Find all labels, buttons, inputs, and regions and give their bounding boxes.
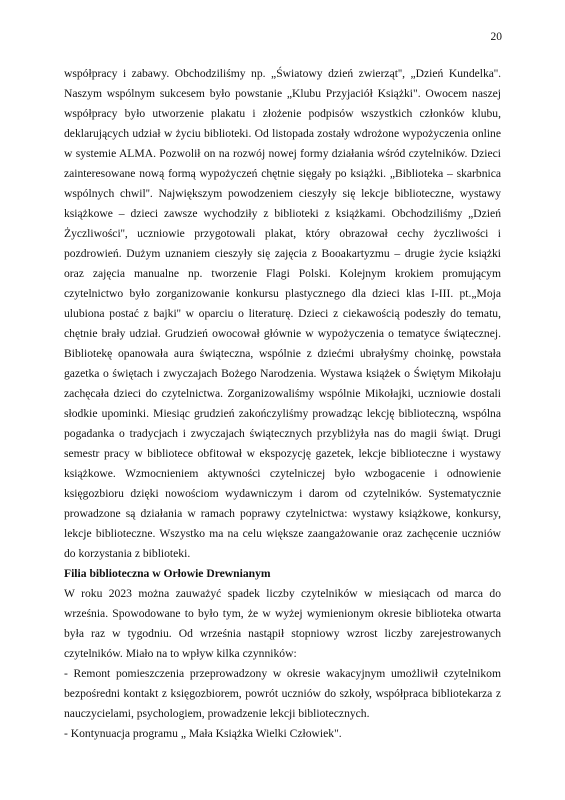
paragraph-1	[64, 64, 501, 564]
page-number: 20	[490, 31, 502, 43]
text-line: czytelników. Miało na to wpływ kilka czynników:	[64, 647, 297, 660]
text-line: prowadzone są działania w ramach poprawy czytelnictwa: wystawy książkowe, konkursy,	[64, 507, 501, 520]
text-line: księgozbioru dzięki nowościom wydawniczym i darom od czytelników. Systematycznie	[64, 487, 501, 500]
text-line: do korzystania z biblioteki.	[64, 547, 191, 560]
text-line: lekcje biblioteczne. Wszystko ma na celu większe zaangażowanie oraz zachęcenie uczniów	[64, 527, 501, 540]
list-item-continuation: nauczycielami, psychologiem, prowadzenie lekcji bibliotecznych.	[64, 707, 370, 720]
text-line: ulubiona postać z bajki'' w oparciu o literaturę. Dzieci z ciekawością podeszły do tematu,	[64, 307, 501, 320]
text-line: września. Spowodowane to było tym, że w wyżej wymienionym okresie biblioteka otwarta	[64, 607, 501, 620]
text-line: była raz w tygodniu. Od września nastąpił stopniowy wzrost liczby zarejestrowanych	[64, 627, 501, 640]
text-line: pozdrowień. Dużym uznaniem cieszyły się zajęcia z Booakartyzmu – drugie życie książki	[64, 247, 501, 260]
text-line: zainteresowane nową formą wypożyczeń chętnie sięgały po książki. „Biblioteka – skarbnica	[64, 167, 501, 180]
text-line: deklarujących udział w życiu biblioteki. Od listopada zostały wdrożone wypożyczenia online	[64, 127, 501, 140]
text-line: Naszym wspólnym sukcesem było powstanie „Klubu Przyjaciół Książki". Owocem naszej	[64, 87, 501, 100]
document-body	[64, 64, 501, 744]
text-line: współpracy i zabawy. Obchodziliśmy np. „Światowy dzień zwierząt'', „Dzień Kundelka''.	[64, 67, 501, 80]
list-item-continuation: bezpośredni kontakt z księgozbiorem, powrót uczniów do szkoły, współpraca bibliotekarza z	[64, 687, 501, 700]
text-line: Bibliotekę opanowała aura świąteczna, wspólnie z dziećmi ubrałyśmy choinkę, powstała	[64, 347, 501, 360]
text-line: czytelnictwo było zorganizowanie konkursu plastycznego dla dzieci klas I-III. pt.„Moja	[64, 287, 501, 300]
text-line: pogadanka o tradycjach i zwyczajach świątecznych przybliżyła nas do magii świąt. Drugi	[64, 427, 501, 440]
text-line: chętnie brały udział. Grudzień owocował głównie w wypożyczenia o tematyce świątecznej.	[64, 327, 501, 340]
text-line: Życzliwości'', uczniowie przygotowali plakat, który obrazował cechy życzliwości i	[64, 227, 501, 240]
list-item: - Kontynuacja programu „ Mała Książka Wielki Człowiek".	[64, 727, 342, 740]
text-line: w systemie ALMA. Pozwolił on na rozwój nowej formy działania wśród czytelników. Dzieci	[64, 147, 501, 160]
text-line: wspólnych chwil''. Największym powodzeniem cieszyły się lekcje biblioteczne, wystawy	[64, 187, 501, 200]
list-item: - Remont pomieszczenia przeprowadzony w okresie wakacyjnym umożliwił czytelnikom	[64, 667, 501, 680]
text-line: słodkie upominki. Miesiąc grudzień zakończyliśmy prowadząc lekcję biblioteczną, wspólna	[64, 407, 501, 420]
text-line: współpracy było utworzenie plakatu i złożenie podpisów wszystkich członków klubu,	[64, 107, 501, 120]
text-line: zachęcała dzieci do czytelnictwa. Zorganizowaliśmy wspólnie Mikołajki, uczniowie dostali	[64, 387, 501, 400]
text-line: semestr pracy w bibliotece obfitował w ekspozycję gazetek, lekcje biblioteczne i wystawy	[64, 447, 501, 460]
section-heading: Filia biblioteczna w Orłowie Drewnianym	[64, 567, 271, 580]
section-paragraph	[64, 584, 501, 744]
text-line: W roku 2023 można zauważyć spadek liczby czytelników w miesiącach od marca do	[64, 587, 501, 600]
text-line: oraz zajęcia manualne np. tworzenie Flagi Polski. Kolejnym krokiem promującym	[64, 267, 501, 280]
text-line: książkowe. Wzmocnieniem aktywności czytelniczej było wzbogacenie i odnowienie	[64, 467, 501, 480]
text-line: książkowe – dzieci zawsze wychodziły z biblioteki z książkami. Obchodziliśmy „Dzień	[64, 207, 501, 220]
text-line: gazetka o świętach i zwyczajach Bożego Narodzenia. Wystawa książek o Świętym Mikołaju	[64, 367, 501, 380]
